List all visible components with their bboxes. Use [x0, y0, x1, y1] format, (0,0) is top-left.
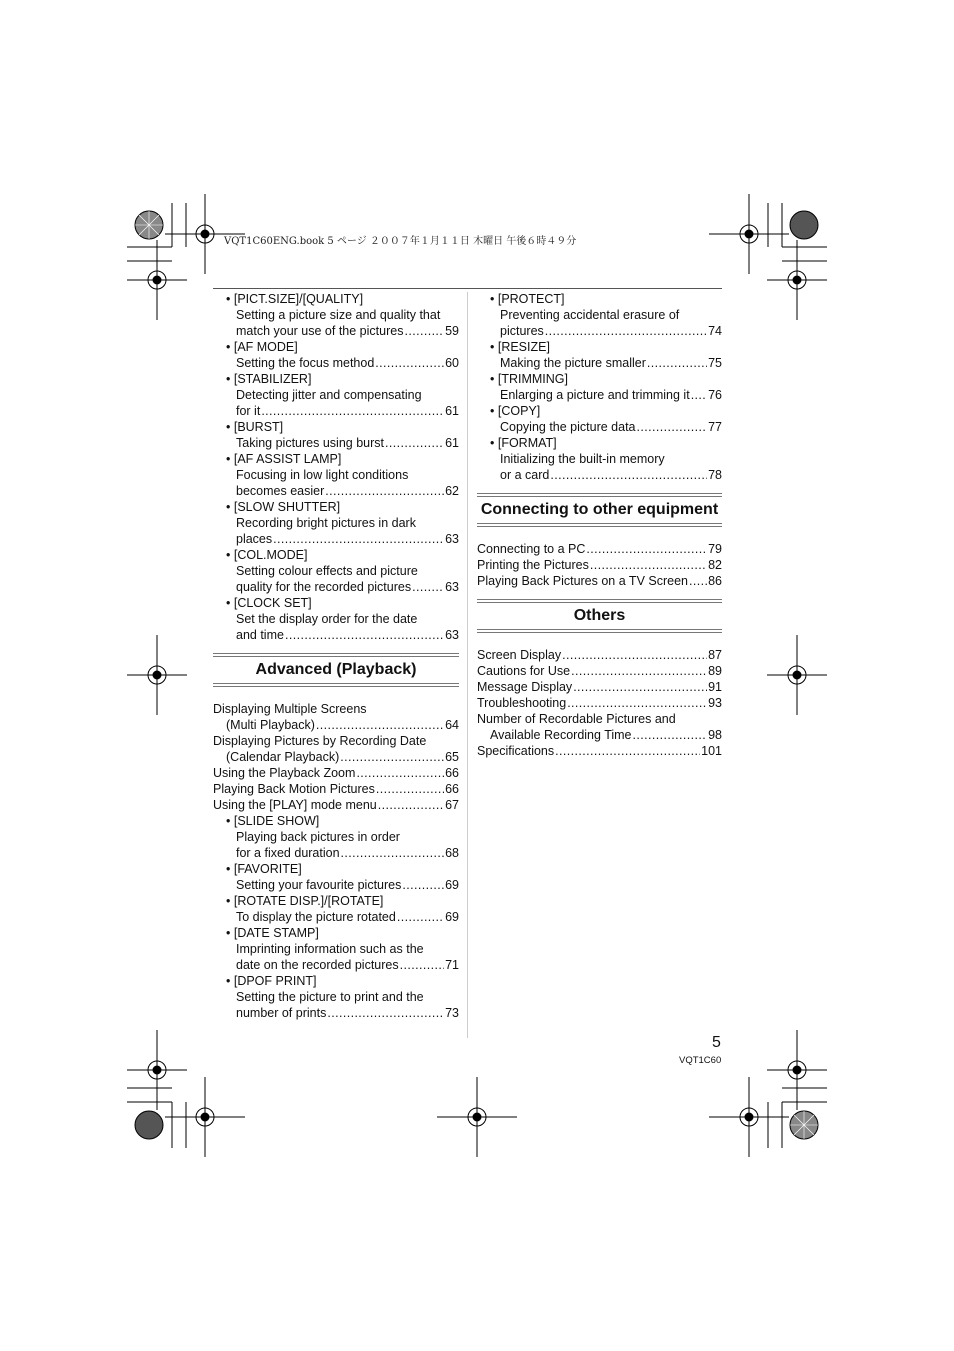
toc-entry — [477, 467, 722, 483]
toc-entry-label: and time — [236, 628, 284, 642]
toc-entry — [213, 435, 459, 451]
dot-leader — [325, 483, 444, 499]
toc-entry — [213, 483, 459, 499]
toc-entry — [477, 355, 722, 371]
toc-entry — [213, 877, 459, 893]
toc-page-number: 69 — [445, 878, 459, 892]
dot-leader — [376, 781, 444, 797]
toc-entry-label: match your use of the pictures — [236, 324, 404, 338]
toc-page-number: 78 — [708, 468, 722, 482]
toc-entry — [213, 733, 459, 749]
toc-entry-label: places — [236, 532, 273, 546]
toc-entry — [213, 909, 459, 925]
toc-entry — [213, 611, 459, 627]
toc-entry-label: Recording bright pictures in dark — [236, 516, 416, 530]
toc-entry-label: • [COPY] — [490, 404, 541, 418]
section-heading — [477, 493, 722, 531]
dot-leader — [691, 387, 707, 403]
toc-entry — [477, 743, 722, 759]
registration-mark-icon — [767, 635, 827, 715]
toc-entry-label: Initializing the built-in memory — [500, 452, 665, 466]
toc-entry — [213, 467, 459, 483]
toc-entry-label: • [BURST] — [226, 420, 284, 434]
toc-entry — [213, 371, 459, 387]
dot-leader — [637, 419, 708, 435]
toc-entry-label: Number of Recordable Pictures and — [477, 712, 676, 726]
dot-leader — [340, 749, 444, 765]
dot-leader — [633, 727, 708, 743]
dot-leader — [402, 877, 444, 893]
toc-entry — [213, 717, 459, 733]
dot-leader — [385, 435, 444, 451]
toc-entry — [477, 647, 722, 663]
toc-entry — [213, 893, 459, 909]
toc-entry — [213, 323, 459, 339]
toc-entry-label: • [DATE STAMP] — [226, 926, 319, 940]
toc-entry — [213, 547, 459, 563]
toc-entry — [477, 307, 722, 323]
toc-page-number: 89 — [708, 664, 722, 678]
toc-entry-label: Making the picture smaller — [500, 356, 646, 370]
toc-entry-label: Specifications — [477, 744, 555, 758]
toc-entry-label: Set the display order for the date — [236, 612, 418, 626]
dot-leader — [590, 557, 707, 573]
toc-entry — [477, 663, 722, 679]
toc-entry-label: • [COL.MODE] — [226, 548, 308, 562]
toc-entry — [213, 941, 459, 957]
dot-leader — [555, 743, 700, 759]
toc-entry-label: Imprinting information such as the — [236, 942, 424, 956]
model-code: VQT1C60 — [679, 1055, 722, 1066]
toc-entry-label: • [PROTECT] — [490, 292, 565, 306]
dot-leader — [327, 1005, 444, 1021]
dot-leader — [341, 845, 445, 861]
dot-leader — [571, 663, 707, 679]
dot-leader — [400, 957, 444, 973]
toc-entry-label: Setting your favourite pictures — [236, 878, 402, 892]
toc-entry-label: Playing Back Pictures on a TV Screen — [477, 574, 688, 588]
toc-entry-label: Preventing accidental erasure of — [500, 308, 680, 322]
toc-entry-label: Setting the focus method — [236, 356, 375, 370]
toc-entry — [213, 291, 459, 307]
starburst-target-icon — [789, 1110, 819, 1140]
section-title: Advanced (Playback) — [255, 661, 417, 678]
registration-mark-icon — [767, 240, 827, 320]
toc-entry — [213, 861, 459, 877]
toc-entry-label: Available Recording Time — [490, 728, 632, 742]
toc-entry — [213, 355, 459, 371]
toc-entry — [213, 627, 459, 643]
toc-entry — [213, 1005, 459, 1021]
starburst-target-icon — [134, 210, 164, 240]
toc-entry — [477, 557, 722, 573]
toc-page-number: 68 — [445, 846, 459, 860]
toc-entry-label: Using the Playback Zoom — [213, 766, 356, 780]
toc-entry — [213, 765, 459, 781]
toc-entry-label: Cautions for Use — [477, 664, 571, 678]
toc-page-number: 91 — [708, 680, 722, 694]
toc-entry — [213, 781, 459, 797]
dot-leader — [261, 403, 444, 419]
toc-page-number: 66 — [445, 766, 459, 780]
toc-page-number: 87 — [708, 648, 722, 662]
toc-page-number: 101 — [701, 744, 722, 758]
registration-mark-icon — [437, 1077, 517, 1157]
toc-entry — [477, 711, 722, 727]
toc-page-number: 69 — [445, 910, 459, 924]
toc-left-column — [213, 291, 459, 1021]
toc-entry-label: Setting a picture size and quality that — [236, 308, 441, 322]
section-heading — [213, 653, 459, 691]
toc-entry — [213, 403, 459, 419]
toc-entry — [213, 307, 459, 323]
toc-entry-label: date on the recorded pictures — [236, 958, 399, 972]
toc-entry-label: Taking pictures using burst — [236, 436, 384, 450]
toc-page-number: 71 — [445, 958, 459, 972]
toc-entry-label: Enlarging a picture and trimming it — [500, 388, 690, 402]
toc-page-number: 67 — [445, 798, 459, 812]
toc-entry-label: Displaying Multiple Screens — [213, 702, 367, 716]
toc-page-number: 60 — [445, 356, 459, 370]
toc-page-number: 86 — [708, 574, 722, 588]
toc-page-number: 65 — [445, 750, 459, 764]
toc-entry — [213, 701, 459, 717]
toc-page-number: 61 — [445, 436, 459, 450]
toc-entry — [477, 291, 722, 307]
toc-entry-label: • [RESIZE] — [490, 340, 550, 354]
toc-entry-label: number of prints — [236, 1006, 327, 1020]
toc-entry-label: Setting colour effects and picture — [236, 564, 418, 578]
toc-entry-label: • [SLIDE SHOW] — [226, 814, 320, 828]
registration-mark-icon — [165, 1077, 245, 1157]
toc-entry — [213, 499, 459, 515]
toc-entry — [477, 403, 722, 419]
toc-entry — [477, 323, 722, 339]
toc-entry-label: Playing Back Motion Pictures — [213, 782, 375, 796]
toc-entry-label: Troubleshooting — [477, 696, 567, 710]
toc-entry — [213, 813, 459, 829]
toc-entry — [213, 749, 459, 765]
dot-leader — [567, 695, 707, 711]
dot-leader — [397, 909, 444, 925]
toc-entry-label: for a fixed duration — [236, 846, 340, 860]
toc-entry-label: Screen Display — [477, 648, 562, 662]
toc-entry-label: • [FORMAT] — [490, 436, 557, 450]
toc-page-number: 63 — [445, 628, 459, 642]
toc-page-number: 98 — [708, 728, 722, 742]
toc-page-number: 75 — [708, 356, 722, 370]
dot-leader — [404, 323, 444, 339]
dot-leader — [647, 355, 707, 371]
registration-mark-icon — [127, 240, 187, 320]
toc-entry-label: becomes easier — [236, 484, 325, 498]
toc-entry — [213, 973, 459, 989]
toc-page-number: 59 — [445, 324, 459, 338]
dot-leader — [573, 679, 707, 695]
toc-entry-label: pictures — [500, 324, 544, 338]
toc-page-number: 79 — [708, 542, 722, 556]
toc-entry-label: • [DPOF PRINT] — [226, 974, 317, 988]
section-title: Connecting to other equipment — [480, 501, 719, 518]
toc-entry-label: Detecting jitter and compensating — [236, 388, 422, 402]
toc-entry — [213, 419, 459, 435]
toc-entry — [477, 573, 722, 589]
toc-entry — [213, 515, 459, 531]
toc-entry-label: Displaying Pictures by Recording Date — [213, 734, 427, 748]
toc-entry-label: • [CLOCK SET] — [226, 596, 312, 610]
dot-leader — [378, 797, 444, 813]
toc-entry — [213, 563, 459, 579]
toc-entry-label: quality for the recorded pictures — [236, 580, 412, 594]
toc-entry — [477, 451, 722, 467]
toc-page-number: 61 — [445, 404, 459, 418]
toc-entry-label: for it — [236, 404, 261, 418]
starburst-target-icon — [134, 1110, 164, 1140]
toc-entry-label: • [FAVORITE] — [226, 862, 302, 876]
top-rule — [213, 288, 722, 289]
toc-page-number: 62 — [445, 484, 459, 498]
toc-entry-label: Setting the picture to print and the — [236, 990, 424, 1004]
toc-entry — [213, 829, 459, 845]
toc-entry-label: • [TRIMMING] — [490, 372, 568, 386]
toc-entry — [477, 339, 722, 355]
toc-entry — [477, 419, 722, 435]
toc-page-number: 63 — [445, 580, 459, 594]
dot-leader — [356, 765, 444, 781]
toc-entry — [477, 727, 722, 743]
dot-leader — [550, 467, 707, 483]
toc-entry-label: or a card — [500, 468, 550, 482]
registration-mark-icon — [709, 1077, 789, 1157]
toc-entry — [213, 957, 459, 973]
toc-page-number: 82 — [708, 558, 722, 572]
toc-entry — [477, 695, 722, 711]
toc-entry — [213, 579, 459, 595]
printer-slug: VQT1C60ENG.book 5 ページ ２００７年１月１１日 木曜日 午後６時４９分 — [224, 236, 577, 247]
dot-leader — [273, 531, 444, 547]
dot-leader — [689, 573, 707, 589]
toc-entry-label: • [PICT.SIZE]/[QUALITY] — [226, 292, 364, 306]
starburst-target-icon — [789, 210, 819, 240]
toc-entry — [213, 925, 459, 941]
section-title: Others — [573, 607, 626, 624]
toc-entry — [477, 387, 722, 403]
toc-entry — [213, 451, 459, 467]
toc-entry — [213, 797, 459, 813]
dot-leader — [545, 323, 707, 339]
dot-leader — [316, 717, 444, 733]
toc-entry — [477, 435, 722, 451]
toc-entry-label: Connecting to a PC — [477, 542, 586, 556]
toc-page-number: 63 — [445, 532, 459, 546]
toc-page-number: 64 — [445, 718, 459, 732]
column-divider — [467, 292, 468, 1038]
toc-entry-label: (Calendar Playback) — [226, 750, 340, 764]
toc-entry-label: Message Display — [477, 680, 573, 694]
registration-mark-icon — [127, 635, 187, 715]
dot-leader — [375, 355, 444, 371]
toc-entry — [213, 339, 459, 355]
toc-entry — [213, 989, 459, 1005]
page-number: 5 — [712, 1034, 721, 1051]
toc-entry-label: • [AF MODE] — [226, 340, 298, 354]
toc-entry — [477, 371, 722, 387]
toc-entry-label: • [SLOW SHUTTER] — [226, 500, 341, 514]
toc-page-number: 73 — [445, 1006, 459, 1020]
dot-leader — [412, 579, 444, 595]
toc-page-number: 76 — [708, 388, 722, 402]
toc-entry — [213, 845, 459, 861]
dot-leader — [586, 541, 707, 557]
toc-entry-label: • [STABILIZER] — [226, 372, 312, 386]
toc-page-number: 77 — [708, 420, 722, 434]
dot-leader — [285, 627, 444, 643]
toc-entry-label: • [AF ASSIST LAMP] — [226, 452, 342, 466]
toc-entry — [213, 595, 459, 611]
toc-entry-label: To display the picture rotated — [236, 910, 396, 924]
toc-entry — [213, 531, 459, 547]
toc-entry-label: Printing the Pictures — [477, 558, 589, 572]
section-heading — [477, 599, 722, 637]
toc-page-number: 74 — [708, 324, 722, 338]
toc-entry-label: • [ROTATE DISP.]/[ROTATE] — [226, 894, 384, 908]
toc-entry — [213, 387, 459, 403]
toc-page-number: 66 — [445, 782, 459, 796]
toc-entry-label: Playing back pictures in order — [236, 830, 400, 844]
toc-right-column — [477, 291, 722, 759]
toc-page-number: 93 — [708, 696, 722, 710]
toc-entry-label: Copying the picture data — [500, 420, 636, 434]
dot-leader — [562, 647, 707, 663]
toc-entry-label: Focusing in low light conditions — [236, 468, 409, 482]
toc-entry-label: (Multi Playback) — [226, 718, 315, 732]
toc-entry — [477, 679, 722, 695]
toc-entry-label: Using the [PLAY] mode menu — [213, 798, 377, 812]
toc-entry — [477, 541, 722, 557]
